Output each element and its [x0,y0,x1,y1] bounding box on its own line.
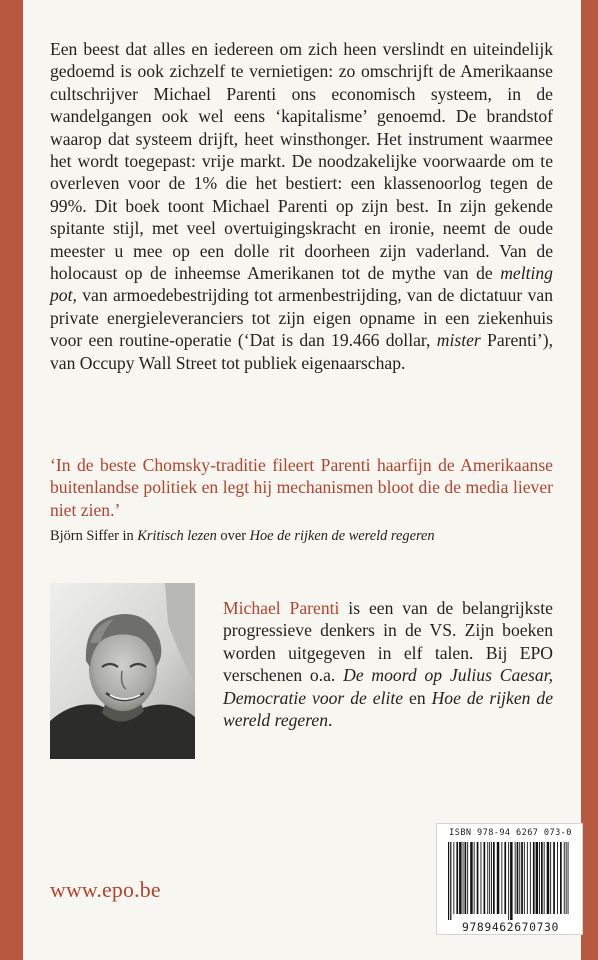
blurb-italic-melting-pot: melting pot, [50,263,553,306]
attribution-source: Kritisch lezen [137,528,217,544]
barcode-bar [557,842,558,914]
blurb-part-2: van armoedebestrijding tot armenbestrijding, van de dictatuur van private energieleveranciers tot zijn eigen opname in een ziekenhuis voor een routine-operatie (‘Dat is dan 19.466 dollar, [50,285,553,351]
bio-text-3: . [328,710,333,731]
barcode-bar [560,842,562,914]
barcode-bar [541,842,543,914]
ean-number: 9789462670730 [462,920,559,934]
barcode-bar [470,842,473,914]
barcode-label [436,823,583,935]
review-quote: ‘In de beste Chomsky-traditie fileert Parenti haarfijn de Amerikaanse buitenlandse politiek en legt hij mechanismen bloot die de media liever niet zien.’ [50,455,553,520]
barcode-bar [504,842,506,914]
bio-book-3: Hoe de rijken de wereld regeren [223,687,553,731]
barcode-bar [467,842,468,914]
barcode-bar [474,842,475,914]
publisher-url: www.epo.be [50,878,161,902]
barcode-bar [533,842,535,914]
barcode-bar [493,842,495,914]
bio-text-1: is een van de belangrijkste progressieve denkers in de VS. Zijn boeken worden uitgegeven in elf talen. Bij EPO verschenen o.a. [223,598,553,686]
barcode-bar [484,842,486,914]
barcode-bar [539,842,540,914]
bio-book-1: De moord op Julius Caesar, [343,665,553,686]
barcode-bar [477,842,479,914]
barcode-bar [453,842,454,914]
attribution-book-title: Hoe de rijken de wereld regeren [249,528,435,544]
barcode-bar [515,842,516,914]
barcode-bar [501,842,502,914]
bio-book-2: Democratie voor de elite [223,687,404,708]
quote-attribution [50,527,553,545]
blurb-text [50,38,553,374]
barcode-bar [519,842,520,914]
attribution-connector: over [216,528,250,544]
blurb-part-1: Een beest dat alles en iedereen om zich heen verslindt en uiteindelijk gedoemd is ook zichzelf te vernietigen: zo omschrijft de Amerikaanse cultschrijver Michael Parenti ons economisch systeem, in de wandelgangen ook wel eens ‘kapitalisme’ genoemd. De brandstof waarop dat systeem drijft, heet winsthonger. Het instrument waarmee het wordt toegepast: vrije markt. De noodzakelijke voorwaarde om te overleven voor de 1% die het bestiert: een klassenoorlog tegen de 99%. Dit boek toont Michael Parenti op zijn best. In zijn gekende spitante stijl, met veel overtuigingskracht en ironie, neemt de oude meester u mee op een dolle rit doorheen zijn vaderland. Van de holocaust op de inheemse Amerikanen tot de mythe van de [50,39,553,284]
barcode-bar [487,842,488,914]
barcode-bar [553,842,555,914]
barcode-bar [510,842,512,920]
barcode-bar [481,842,482,914]
barcode-bar [544,842,545,914]
barcode-bar [497,842,500,914]
barcode-bar [448,842,449,920]
barcode-bar [450,842,451,920]
barcode-bar [459,842,462,914]
barcode-bar [465,842,467,914]
barcode-bar [517,842,519,914]
barcode-bar [463,842,464,914]
barcode-bar [530,842,531,914]
author-portrait-image [50,583,195,759]
barcode-bar [491,842,492,914]
barcode-bar [564,842,565,914]
barcode-bar [536,842,539,914]
barcode-bar [547,842,550,914]
isbn-text: ISBN 978-94 6267 073-0 [449,828,572,838]
bio-text-2: en [403,687,432,708]
barcode-bar [489,842,490,914]
barcode-bar [521,842,523,914]
barcode-bar [456,842,458,914]
attribution-author: Björn Siffer in [50,528,138,544]
barcode-bar [524,842,525,914]
blurb-italic-mister: mister [436,330,481,351]
author-photo [50,583,195,759]
author-bio [223,597,553,731]
barcode-bar [566,842,567,914]
barcode-bar [550,842,551,914]
back-cover [23,0,581,960]
barcode-bar [508,842,509,920]
barcode-bars [447,842,574,920]
barcode-bar [527,842,528,914]
author-name: Michael Parenti [223,598,340,618]
blurb-part-3: Parenti’), van Occupy Wall Street tot publiek eigenaarschap. [50,330,553,373]
barcode-bar [568,842,569,914]
